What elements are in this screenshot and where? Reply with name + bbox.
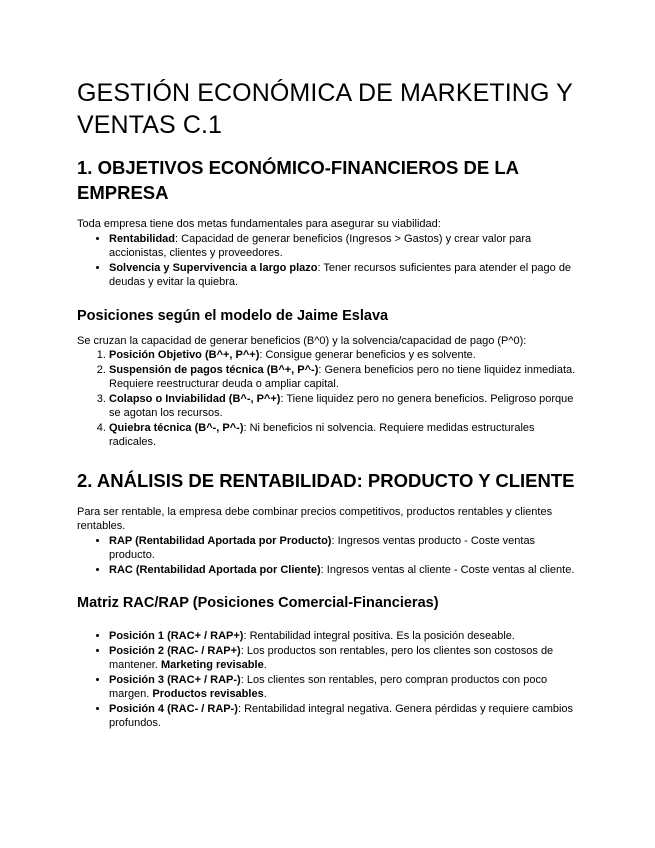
list-item-text: : Consigue generar beneficios y es solvente. [259,349,476,361]
subheading-posiciones: Posiciones según el modelo de Jaime Eslava [77,307,389,324]
rentabilidad-list [77,534,577,578]
list-item-term: Posición 2 (RAC- / RAP+) [109,644,241,657]
list-item-text: : Capacidad de generar beneficios (Ingresos > Gastos) y crear valor para accionistas, clientes y proveedores. [109,232,532,259]
list-item-term: Colapso o Inviabilidad (B^-, P^+) [109,392,281,405]
list-item-text: : Ingresos ventas al cliente - Coste ventas al cliente. [320,563,575,576]
list-item [109,644,577,673]
section-intro-objetivos: Toda empresa tiene dos metas fundamentales para asegurar su viabilidad: [77,218,441,230]
list-item-emphasis: Marketing revisable [160,659,264,671]
section-heading-objetivos: 1. OBJETIVOS ECONÓMICO-FINANCIEROS DE LA EMPRESA [77,157,519,203]
document-title: GESTIÓN ECONÓMICA DE MARKETING Y VENTAS C.1 [77,79,573,139]
list-item-term: Solvencia y Supervivencia a largo plazo [109,261,318,274]
list-item [109,702,577,731]
section-heading-rentabilidad: 2. ANÁLISIS DE RENTABILIDAD: PRODUCTO Y CLIENTE [77,469,575,491]
list-item [109,629,577,644]
list-item-term: RAP (Rentabilidad Aportada por Producto) [109,534,332,547]
list-item [109,563,577,578]
list-item-text: : Tener recursos suficientes para atender el pago de deudas y evitar la quiebra. [109,261,572,288]
list-item-text: : Genera beneficios pero no tiene liquidez inmediata. Requiere reestructurar deuda o ampliar capital. [109,363,576,390]
list-item [109,261,577,290]
list-item-text: : Ni beneficios ni solvencia. Requiere medidas estructurales radicales. [109,421,535,448]
list-item [109,348,577,363]
posiciones-list [77,348,577,450]
list-item-text: : Los clientes son rentables, pero compran productos con poco margen. [109,673,548,700]
list-item [109,392,577,421]
list-item [109,421,577,450]
list-item-text: : Los productos son rentables, pero los clientes son costosos de mantener. [109,644,554,671]
list-item-term: Posición 1 (RAC+ / RAP+) [109,630,244,642]
list-item-text: : Rentabilidad integral negativa. Genera pérdidas y requiere cambios profundos. [109,702,574,729]
posiciones-intro: Se cruzan la capacidad de generar beneficios (B^0) y la solvencia/capacidad de pago (P^0): [77,334,527,347]
list-item [109,363,577,392]
list-item-text: : Tiene liquidez pero no genera beneficios. Peligroso porque se agotan los recursos. [109,392,574,419]
list-item [109,673,577,702]
list-item-emphasis: Productos revisables [152,688,264,700]
section-intro-rentabilidad: Para ser rentable, la empresa debe combinar precios competitivos, productos rentables y clientes rentables. [77,505,553,532]
matriz-list [77,629,577,731]
subheading-matriz: Matriz RAC/RAP (Posiciones Comercial-Financieras) [77,595,439,611]
document-page [77,77,577,731]
list-item-period: . [263,688,267,700]
list-item-term: Posición Objetivo (B^+, P^+) [109,349,260,361]
objetivos-list [77,232,577,290]
list-item [109,232,577,261]
list-item-term: Posición 3 (RAC+ / RAP-) [109,673,241,686]
list-item-term: Posición 4 (RAC- / RAP-) [109,702,238,715]
list-item-term: Suspensión de pagos técnica (B^+, P^-) [109,363,319,376]
list-item-text: : Rentabilidad integral positiva. Es la posición deseable. [243,630,515,642]
list-item-text: : Ingresos ventas producto - Coste ventas producto. [109,534,536,561]
list-item-term: Rentabilidad [109,232,176,245]
list-item-term: Quiebra técnica (B^-, P^-) [109,421,244,434]
list-item-term: RAC (Rentabilidad Aportada por Cliente) [109,563,321,576]
list-item [109,534,577,563]
list-item-period: . [263,659,267,671]
